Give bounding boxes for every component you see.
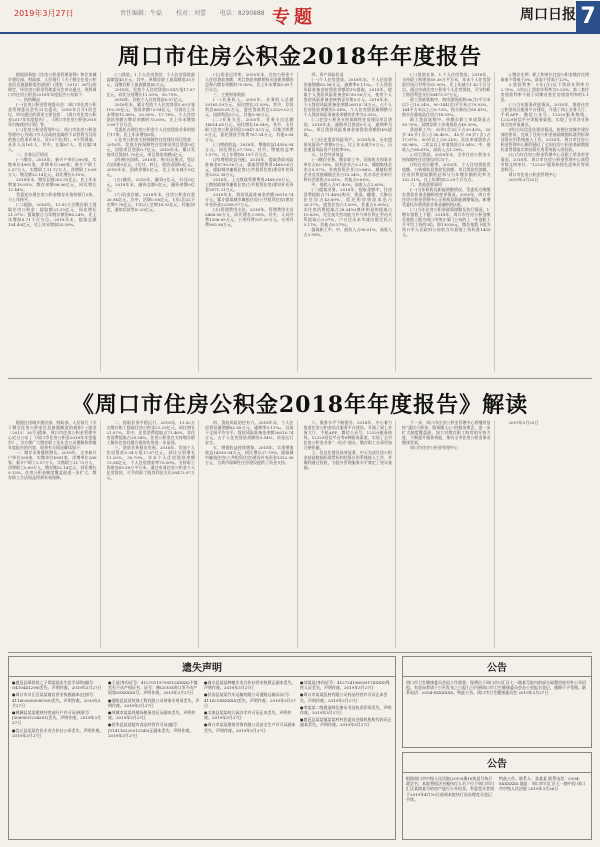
paragraph: 中、低收入占97.40%，高收入占2.60%。 xyxy=(311,182,388,187)
text-column xyxy=(304,72,397,372)
lost-notice-item: ●项城市某某养殖场税务登记证副本丢失，声明作废。2019年3月27日 xyxy=(108,710,196,721)
paragraph: (二)提取。2018年，13.92万名缴存职工提取住房公积金；提取额21.29亿元，同比增长21.07%；提取额占当年缴存额的66.24%，比上年增加6.71个百分点。2018年末，提取总额104.49亿元，比上年末增加25.59%。 xyxy=(8,202,97,227)
page-number: 7 xyxy=(576,1,600,33)
newspaper-masthead: 周口日报 xyxy=(520,7,576,23)
paragraph: 四、资产风险状况 xyxy=(311,72,344,77)
lost-notice-box xyxy=(8,656,396,840)
text-column xyxy=(304,420,397,648)
paragraph: 三、主要财务数据 xyxy=(213,92,245,97)
lost-notice-item: ●王某(身份证号：41270119790512XXXX)不慎丢失不动产权证书，证号：豫(2018)周口市不动产权第00XXXXX号，声明作废。2019年3月27日 xyxy=(108,680,198,696)
lost-notice-item: ●刘某某(身份证号：41272419850917XXXX)残疾人证丢失，声明作废。2019年3月27日 xyxy=(300,680,390,691)
paragraph: 二、业务运行情况 xyxy=(16,152,48,157)
announcement-title: 公告 xyxy=(403,753,591,773)
paragraph: 七、信息化建设成效显著。中心完成住房公积金基础数据标准贯标和结算应用系统接入工作，并顺利通过验收，为提升管理服务水平奠定了坚实基础。 xyxy=(303,450,392,470)
announcement-text xyxy=(403,773,591,843)
paragraph: (二)住房公积金支持保障性住房建设项目贷款。2018年末，逾期项目贷款0万元，逾期率为0‰。项目贷款风险准备金按贷款余额的4%提取。 xyxy=(303,117,392,137)
paragraph: (二)提取业务。2018年，提取金额中，住房消费提取占71.46%(购买、建造、翻建、大修自住住房占43.89%，偿还购房贷款本息占26.57%，租赁住房占1.00%，其他占0.00%)；非住房消费提取占28.54%(离休和退休提取占19.63%，完全丧失劳动能力并与单位终止劳动关系提取占0.37%，户口迁出本市或出境定居占0.17%，其他占8.37%)。 xyxy=(303,187,392,227)
paragraph: (一)缴存业务。缴存职工中，国家机关和事业单位占63.76%，国有企业占9.21%，城镇集体企业占0.57%，外商投资企业占0.86%，城镇私营企业及其他城镇企业占15.34%，民办非企业单位和社会团体占0.61%，其他占9.65%。 xyxy=(303,157,392,182)
paragraph: (四)增值收益分配。2018年，提取贷款风险准备金8730.56万元，提取管理费用2468.00万元，提取城市廉租住房(公共租赁住房)建设补充资金3352.38万元。 xyxy=(205,157,294,177)
text-column xyxy=(205,72,298,372)
interpretation-headline: 《周口市住房公积金2018年年度报告》解读 xyxy=(71,392,529,418)
paragraph: (三)贷款业务。1.个人住房贷款。2018年，支持职工购建房69.38万平方米，年末个人住房贷款市场占有率为31.00%，比上年减少1.42个百分点。通过申请住房公积金个人住房贷款，可节约职工购房利息支出38473.97万元。 xyxy=(402,72,491,97)
paragraph: 四、贷款风险防控有力。2018年末，个人住房贷款逾期额82.58万元，逾期率0.11‰，远低于全国平均水平。贷款风险准备金余额26010.74万元，占个人住房贷款余额的3.54%，资金运行安全。 xyxy=(205,420,294,445)
paragraph: 六、服务水平不断提升。2018年，中心着力推进住房公积金综合服务平台建设，开通了网上业务大厅、手机APP、微信公众号、12329服务热线、12329短信平台等8种服务渠道，实现了全市住房公积金业务“一站式”通办，缴存职工办事更加方便快捷。 xyxy=(303,420,392,450)
lost-notice-item: ●李某某二级建造师注册证书及执业印章丢失，声明作废。2019年3月27日 xyxy=(300,704,392,716)
editor-info-item: 责任编辑：牛磊 xyxy=(120,10,163,17)
paragraph: 2018年，上交财政管理费用2468.00万元。上缴财政城市廉租住房(公共租赁住房)建设补充资金2871.21万元。 xyxy=(205,177,294,192)
paragraph: (一)缴存。2018年，新开户单位390家，实缴单位4981家，净增单位266家；新开户职工2.57万人，实缴职工31.72万人，净增职工0.69万人；缴存额32.14亿元，同比增长9.15%。 xyxy=(8,157,97,177)
announcement-area xyxy=(402,656,592,840)
lost-notice-item: ●鹿邑县某某镇某某村村民委员会组织机构代码证正副本丢失，声明作废。2019年3月27日 xyxy=(300,717,392,728)
section-divider xyxy=(8,378,592,379)
paragraph: 2018年末，累计发放个人住房贷款5.09万笔102.39亿元，贷款余额73.54亿元，分别比上年末增加11.88%、20.85%、17.78%。个人住房贷款余额占缴存余额的75.00%，比上年末增加3.69个百分点。 xyxy=(106,102,195,127)
announcement-text-col: 根据周口市中级人民法院(2019)豫16执某号执行裁定书，本院将依法对被执行人名下位于周口市川汇区某路某号的房产进行公开拍卖。有意竞买者请于2019年4月10日前到本院执行局办理竞买登记手续。 xyxy=(406,776,494,802)
paragraph: (二)住房公积金管理中心：周口市住房公积金管理中心为周口市人民政府直属的不以营利为目的的独立的事业单位，设13个处(科)，9个管理部。从业人员161人，其中，在编87人，非在编74人。 xyxy=(8,127,97,152)
paragraph: (七)资金运用率。2018年末，住房公积金个人住房贷款余额、项目贷款余额和购买国债余额的总和占缴存余额的75.00%，比上年末增加3.69个百分点。 xyxy=(205,72,294,92)
issue-date: 2019年3月27日 xyxy=(14,9,74,18)
announcement-title: 公告 xyxy=(403,657,591,677)
lost-notice-item: ●周口市川汇区某某商店营业执照副本(注册号：411602600098765)丢失，声明作废。2019年3月27日 xyxy=(12,692,101,708)
paragraph: (一)住房公积金管理委员会：周口市住房公积金管理委员会有31名委员，2018年召开1次会议，审议通过的事项主要包括：《周口市住房公积金2017年年度报告》、《周口市住房公积金2018年归集使用计划》等。 xyxy=(8,102,97,127)
lost-notice-item: ●太康县某某幼儿园办学许可证正本丢失，声明作废。2019年3月27日 xyxy=(204,710,292,721)
paragraph: (四)购买国债。2018年，购买(记账式、凭证式)国债0亿元，(兑付、转让、收回)国债0亿元。2018年末，国债余额0亿元，比上年末减少0亿元。 xyxy=(106,157,195,177)
paragraph: 一、缴存业务继续增长。2018年，全市新开户单位390家，实缴单位4981家，净增单位266家；新开户职工2.57万人，实缴职工31.72万人，净增职工0.69万人。缴存额32.14亿元，同比增长9.15%。住房公积金制度覆盖面进一步扩大，缴存职工合法权益得到有效保障。 xyxy=(8,450,97,480)
paragraph: (二)当年住房公积金政策调整及执行情况。1.缴存基数上下限：2018年，周口市住房公积金缴存基数上限为周口市统计部门公布的上一年度职工月平均工资的3倍，即13926元，缴存基数下限为周口市人民政府公布的当年最低工资标准1450元。 xyxy=(402,207,491,237)
paragraph: 2018年，回收个人住房贷款6.57亿元。 xyxy=(114,97,186,102)
text-column xyxy=(205,420,298,648)
paragraph: 职工贷款笔数中，单缴存职工申请贷款占50.70%，双缴存职工申请贷款占49.30%。 xyxy=(402,117,491,127)
paragraph: 三、贷款业务稳步发展。2018年，发放个人住房贷款0.54万笔17.67亿元，同比分别增长11.20%、30.79%。年末个人住房贷款余额73.54亿元，个人住房贷款率75.00%。支持职工购建房69.38万平方米，通过申请住房公积金个人住房贷款，可节约职工购房利息支出38473.97万元。 xyxy=(106,445,195,480)
lost-notice-column xyxy=(12,680,104,838)
announcement-text: 周口市卫生健康委员会因工作需要，现将位于周口市川汇区七一路某号院内的部分闲置房屋对外公开招租。有意向者请于公告发布之日起七日内到周口市卫生健康委员会办公室报名登记，逾期不予受理。联系电话：0394-8XXXXXX。特此公告。周口市卫生健康委员会 2019年3月27日 xyxy=(406,680,586,696)
lost-notice-column xyxy=(204,680,296,838)
paragraph: 2019年3月25日 xyxy=(508,177,539,182)
lost-notice-item: ●沈丘县某某农民专业合作社公章丢失，声明作废。2019年3月27日 xyxy=(12,727,104,738)
paragraph: 2018年，发放个人住房贷款0.54万笔17.67亿元，同比分别增长11.20%、30.79%。 xyxy=(106,87,195,97)
lost-notice-item: ●周口市某某建筑劳务有限公司安全生产许可证副本丢失，声明作废。2019年3月27日 xyxy=(204,722,296,733)
report-headline: 周口市住房公积金2018年年度报告 xyxy=(117,44,483,70)
lost-notice-item: ●郸城县某某建材经营部开户许可证(核准号：J5089001234501)丢失，声明作废。2019年3月27日 xyxy=(12,710,101,726)
editor-info-item: 校对：刘蕾 xyxy=(175,10,206,17)
text-column xyxy=(107,72,200,372)
lost-notice-title: 遗失声明 xyxy=(9,657,395,677)
paragraph: (一)当年机构及职能调整情况、受委托办理缴存贷款业务金融机构变更情况。2018年，周口市住房公积金管理中心无机构及职能调整情况。新增受委托办理贷款业务金融机构3家。 xyxy=(402,187,491,207)
paragraph: 二、提取业务平稳运行。2018年，13.92万名缴存职工提取住房公积金21.29亿元，同比增长21.07%。其中，住房消费提取占71.46%，非住房消费提取占28.54%。住房公积金在支持缴存职工解决住房问题方面的作用进一步显现。 xyxy=(106,420,195,445)
paragraph: 受委托办理住房公积金缴存业务的银行5家，与上年持平。 xyxy=(8,192,97,202)
section-divider xyxy=(8,652,592,653)
lost-notice-column xyxy=(108,680,200,838)
lost-notice-column xyxy=(300,680,392,838)
paragraph: 2019年3月25日 xyxy=(508,420,539,425)
paragraph: (三)历史遗留风险资产。2018年末，历史遗留风险资产余额0万元，比上年末减少0万元，历史遗留风险资产回收率0%。 xyxy=(303,137,392,152)
lost-notice-item: ●鹿邑县郑伯祥之子郑某某出生医学证明(编号：O410441298)丢失，声明作废。2019年3月27日 xyxy=(12,680,102,691)
paragraph: 受委托办理住房公积金个人住房贷款业务的银行17家，比上年末增加3家。 xyxy=(106,127,195,137)
paragraph: 五、社会经济效益 xyxy=(311,152,344,157)
paragraph: (六)资金存储。2018年末，住房公积金存款26.94亿元。其中，活期0.06亿元，1年(含)以下定期7.76亿元，1年以上定期18.92亿元，其他(协定、通知存款等)0.20亿元。 xyxy=(106,192,195,212)
text-column xyxy=(8,72,101,372)
paragraph: 3.贷款利率：5年(含)以下贷款年利率为2.75%，5年以上贷款年利率为3.25%；第二套住房贷款利率不低于同期首套住房贷款利率的1.1倍。 xyxy=(500,82,589,102)
paragraph: (三)增值收益。2018年，增值收益14550.94万元，同比增长27.70%。其中，增值收益率1.57%，比上年增加0.18个百分点。 xyxy=(205,142,294,157)
lost-notice-item: ●淮阳县某某装饰工程有限公司财务专用章丢失，声明作废。2019年3月27日 xyxy=(108,697,200,708)
paragraph: 六、其他重要事项 xyxy=(410,182,442,187)
paragraph: (五)当年住房公积金管理中心及职工所获荣誉情况。2018年，周口市住房公积金管理中心获得市级文明单位、“12329”服务热线先进单位等荣誉称号。 xyxy=(500,152,589,172)
paragraph: 根据国务院《住房公积金管理条例》和住房城乡建设部、财政部、人民银行《关于健全住房公积金信息披露制度的通知》(建金〔2015〕26号)的规定，经住房公积金管理委员会审议通过，现将周口市住房公积金2018年年度报告公布如下： xyxy=(8,72,97,97)
paragraph: (一)个人住房贷款。2018年末，个人住房贷款逾期额82.58万元，逾期率0.11‰。个人贷款风险准备金按贷款余额的1%提取。2018年，提取个人贷款风险准备金8730.56万元，使用个人贷款风险准备金核销呆坏账0万元。2018年末，个人贷款风险准备金余额26010.74万元，占个人住房贷款余额的3.54%，个人住房贷款逾期额与个人贷款风险准备金余额的比率为0.32%。 xyxy=(303,77,392,117)
paragraph: (一)业务收入。2018年，业务收入总额29165.59万元，同比增长21.59%。其中，存款利息6635.61万元，委托贷款利息22529.02万元，国债利息0万元，其他0.96万元。 xyxy=(205,97,294,117)
paragraph: (四)住房贡献率。2018年，个人住房贷款发放额、公转商贴息贷款发放额、项目贷款发放额、住房消费提取额的总和与当年缴存额的比率为102.31%，比上年增加12.29个百分点。 xyxy=(402,162,491,182)
paragraph: 2018年末，缴存总额202.55亿元，比上年末增加18.83%；缴存余额98.06亿元，同比增长12.44%。 xyxy=(8,177,97,192)
report-body xyxy=(8,72,592,372)
paragraph: (三)贷款。1.个人住房贷款：个人住房贷款最高额度45万元，其中，单缴存职工最高额度35万元，双缴存职工最高额度45万元。 xyxy=(106,72,195,87)
paragraph: 贷款职工中，30岁(含)以下占39.43%，30岁-40岁(含)占36.46%，40岁-50岁(含)占17.87%，50岁以上占6.24%；首次申请贷款占94.96%，二次及以上申请贷款占5.04%；中、低收入占98.61%，高收入占1.39%。 xyxy=(402,127,491,152)
paragraph: 2.缴存比例：职工和单位住房公积金缴存比例最低不得低于5%，最高不得高于12%。 xyxy=(500,72,589,82)
lost-notice-item: ●西华县某某超市食品经营许可证(编号：JY14116220012345)正副本丢失，声明作废。2019年3月27日 xyxy=(108,722,194,738)
paragraph: 根据住房城乡建设部、财政部、人民银行《关于健全住房公积金信息披露制度的通知》(建金〔2015〕26号)精神，周口市住房公积金管理中心近日公布了《周口市住房公积金2018年年度报告》。为方便广大缴存职工及社会公众理解和掌握年度报告的内容，现将有关情况解读如下： xyxy=(8,420,97,450)
paragraph: 职工贷款笔数中，购房建筑面积90(含)平方米以下占10.34%，90-144(含)平方米占79.93%，144平方米以上占9.73%。购买新房占85.41%，购买存量商品住房占14.59%。 xyxy=(402,97,491,117)
paragraph: 周口市住房公积金管理中心 xyxy=(410,445,458,450)
paragraph: (四)当年信息化建设情况。按照住房城乡建设部的要求，完成了住房公积金基础数据标准贯标和结算应用系统接入工作。2018年，周口市住房公积金管理中心顺利通过了全国住房公积金基础数据标准贯彻落实和结算应用系统接入的验收。 xyxy=(500,127,589,152)
interpretation-body xyxy=(8,420,592,648)
paragraph: (五)融资。2018年，融资0亿元，归还0亿元。2018年末，融资总额0亿元，融资余额0亿元。 xyxy=(106,177,195,192)
text-column xyxy=(501,420,593,648)
paragraph: 五、增值收益持续增加。2018年，实现增值收益14550.94万元，同比增长27.70%。提取城市廉租住房(公共租赁住房)建设补充资金3352.38万元，为我市保障性住房建设提供了资金支持。 xyxy=(205,445,294,465)
paragraph: 周口市住房公积金管理中心 xyxy=(508,172,557,177)
lost-notice-item: ●扶沟县某某汽车运输有限公司道路运输证(证号：411621XXXXXX)丢失，声明作废。2019年3月27日 xyxy=(204,692,296,708)
paragraph: 下一步，周口市住房公积金管理中心将继续坚持“惠民公积金、服务暖人心”的服务理念，进一步扩大制度覆盖面，加大对缴存职工购房的支持力度，不断提升服务效能，推动全市住房公积金事业健康发展。 xyxy=(402,420,491,445)
lost-notice-list xyxy=(9,677,395,841)
lost-notice-item: ●商水县某某种植专业合作社营业执照正副本丢失，声明作废。2019年3月27日 xyxy=(204,680,296,691)
text-column xyxy=(8,420,101,648)
paragraph: 2.住房公积金支持保障性住房建设项目贷款：2018年，发放支持保障性住房建设项目贷款0亿元，回收项目贷款0.7亿元。2018年末，累计发放项目贷款1.70亿元，项目贷款余额0亿元。 xyxy=(106,137,195,157)
lost-notice-item: ●周口市某某医药有限公司药品经营许可证正本丢失，声明作废。2019年3月27日 xyxy=(300,692,388,703)
paragraph: 2018年末，贷款风险准备金余额26010.74万元。累计提取城市廉租住房(公共租赁住房)建设补充资金22958.97万元。 xyxy=(205,192,294,207)
paragraph: (五)管理费用支出。2018年，管理费用支出2468.00万元，同比增长3.95%。其中，人员经费1306.65万元，公用经费197.39万元，专项经费963.96万元。 xyxy=(205,207,294,227)
announcement-box xyxy=(402,656,592,748)
text-column xyxy=(107,420,200,648)
paragraph: 2.项目贷款。2018年末，全市住房公积金支持保障性住房建设项目1个。 xyxy=(402,152,491,162)
page-header xyxy=(0,0,600,34)
announcement-box xyxy=(402,752,592,840)
text-column xyxy=(501,72,593,372)
text-column xyxy=(402,420,495,648)
paragraph: 一、机构概况 xyxy=(16,97,40,102)
announcement-text-col: 特此公告。联系人：张某某 联系电话：0394-8XXXXXX 地址：周口市川汇区七一路中段 周口市中级人民法院 2019年3月26日 xyxy=(499,776,586,792)
paragraph: (二)业务支出。2018年，业务支出总额14614.65万元，同比增长16.04%。其中，支付职工住房公积金利息13847.53万元，归集手续费0万元，委托贷款手续费767.04万元，其他0.08万元。 xyxy=(205,117,294,142)
paragraph: 提取职工中，中、低收入占96.01%，高收入占3.99%。 xyxy=(303,227,392,237)
text-column xyxy=(402,72,495,372)
editor-info-item: 电话：8290888 xyxy=(219,10,265,17)
paragraph: (三)当年服务改进情况。2018年，推进住房公积金综合服务平台建设，开通了网上业务大厅、手机APP、微信公众号、12329服务热线、12329短信平台等服务渠道，实现了全市各业务网点的业务通办。 xyxy=(500,102,589,127)
section-title: 专题 xyxy=(272,7,316,28)
editor-info xyxy=(120,8,277,17)
